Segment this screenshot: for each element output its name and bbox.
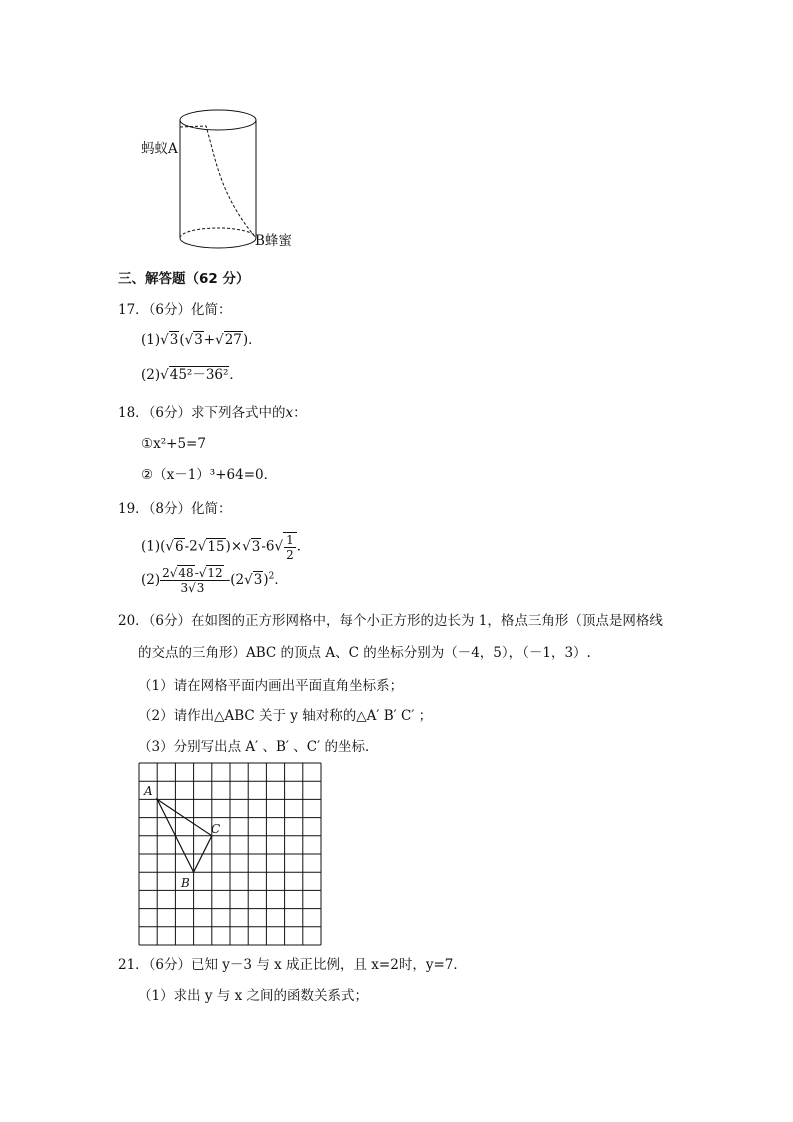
q17-part1: (1)√3(√3+√27)． — [141, 332, 262, 348]
section-title: 三、解答题（62 分） — [118, 271, 250, 287]
q18-head: 18．（6分）求下列各式中的x： — [118, 405, 307, 421]
vertex-c-label: C — [211, 822, 221, 836]
q21-line1: 21．（6分）已知 y－3 与 x 成正比例，且 x=2时，y=7． — [118, 957, 467, 973]
ant-label: 蚂蚁A — [141, 141, 178, 157]
q20-sub1: （1）请在网格平面内画出平面直角坐标系； — [138, 678, 404, 694]
q19-head: 19．（8分）化简： — [118, 501, 232, 517]
q17-head: 17．（6分）化简： — [118, 302, 232, 318]
q20-sub3: （3）分别写出点 A′ 、B′ 、C′ 的坐标． — [138, 739, 379, 755]
vertex-a-label: A — [144, 784, 153, 798]
cylinder-figure — [138, 100, 308, 260]
honey-label: B蜂蜜 — [255, 233, 292, 249]
q20-sub2: （2）请作出△ABC 关于 y 轴对称的△A′ B′ C′ ； — [138, 708, 433, 724]
q21-sub1: （1）求出 y 与 x 之间的函数关系式； — [138, 988, 368, 1004]
vertex-b-label: B — [181, 876, 190, 890]
q20-line2: 的交点的三角形）ABC 的顶点 A、C 的坐标分别为（－4，5），（－1，3）. — [138, 645, 591, 661]
grid-figure — [138, 762, 324, 950]
q19-part2: (2) $\frac{2√48-√12}{3√3}$ $-(2√3)^2$． — [141, 566, 288, 595]
q20-line1: 20．（6分）在如图的正方形网格中，每个小正方形的边长为 1，格点三角形（顶点是网格线 — [118, 613, 663, 629]
q18-item2: ②（x－1）³+64=0． — [141, 467, 278, 483]
q17-part2: (2)√45²－36²． — [141, 367, 243, 383]
q19-part1: (1)(√6-2√15)×√3-6√ $\frac{1}{2}$ ． — [141, 533, 311, 562]
q18-item1: ①x²+5=7 — [141, 436, 206, 452]
grid-diagram — [138, 762, 324, 950]
